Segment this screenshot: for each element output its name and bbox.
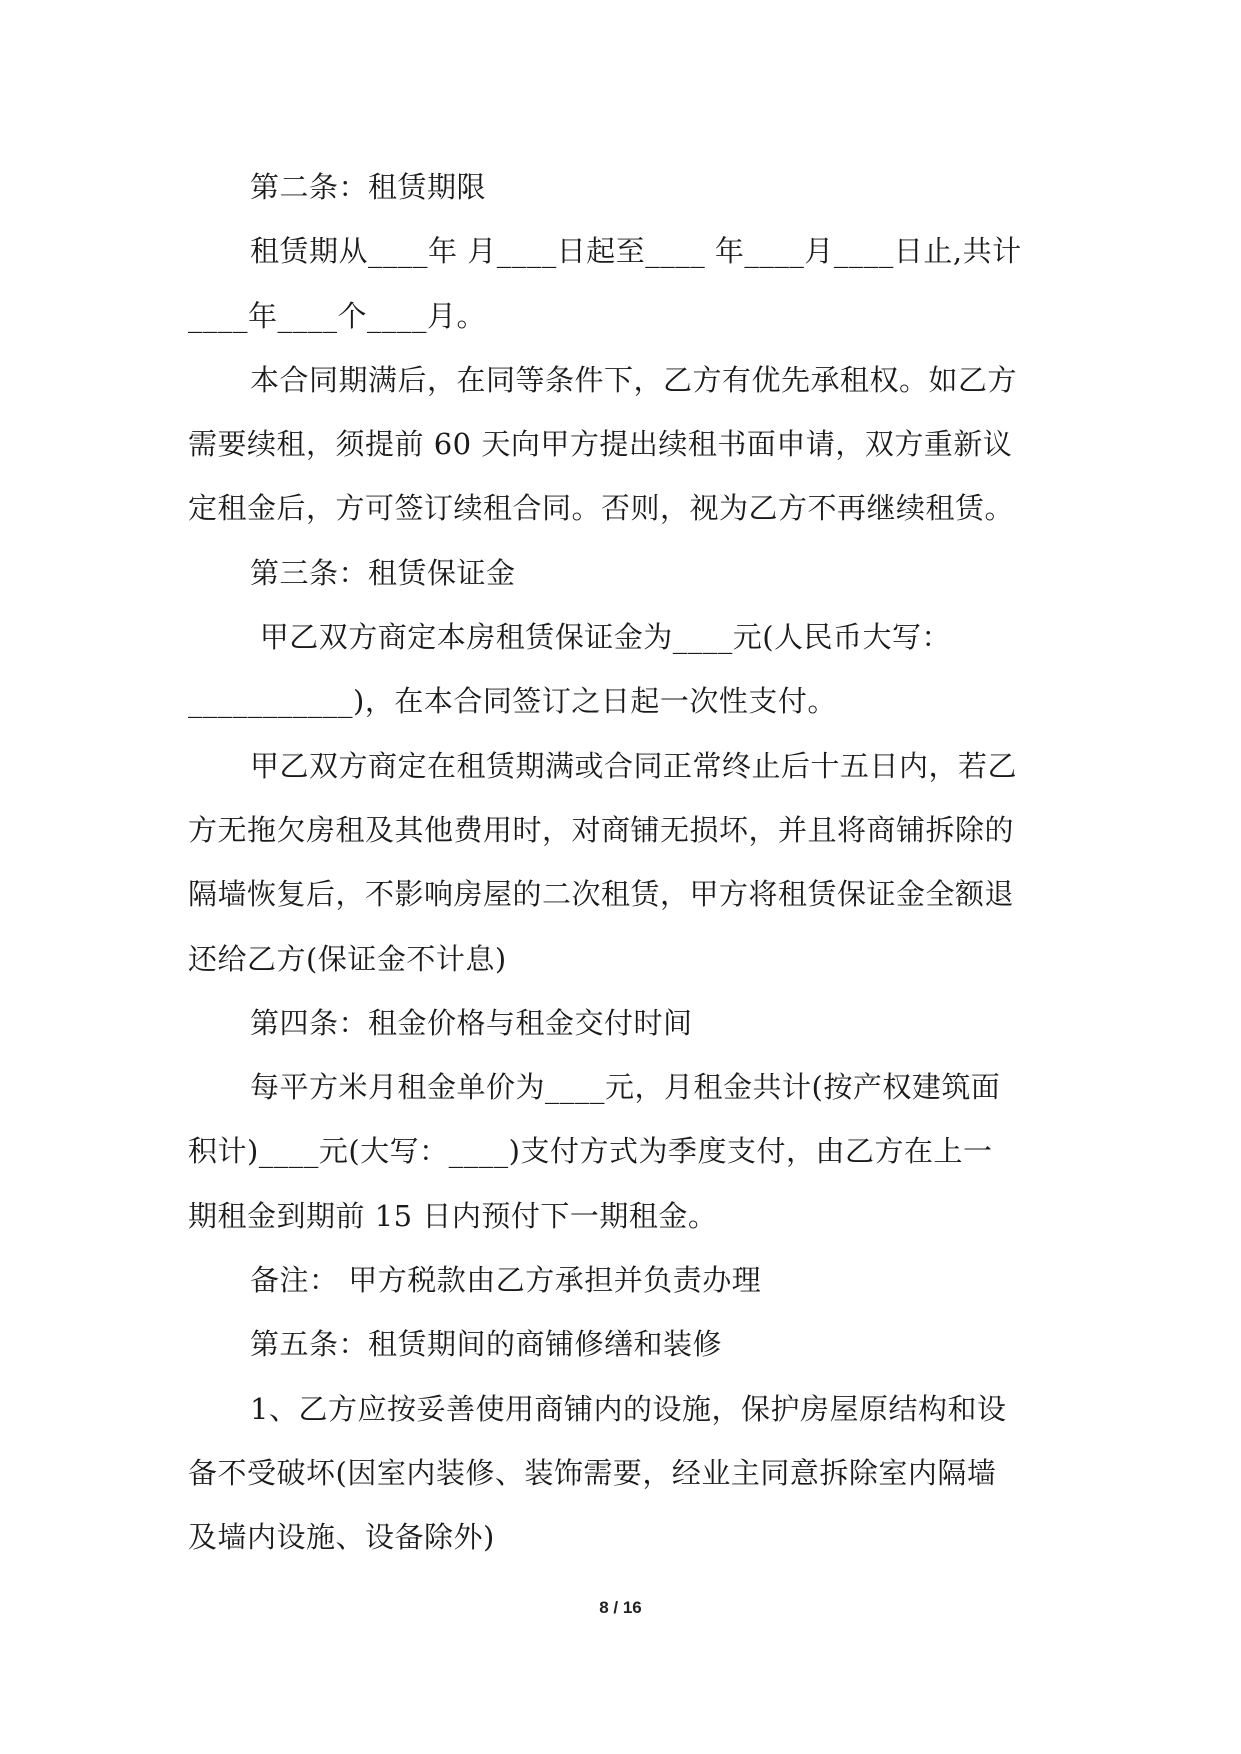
paragraph-line: 定租金后，方可签订续租合同。否则，视为乙方不再继续租赁。 [188, 491, 1015, 526]
article-4-heading: 第四条：租金价格与租金交付时间 [250, 1005, 693, 1040]
paragraph-line: ___________)，在本合同签订之日起一次性支付。 [188, 684, 837, 719]
paragraph-line: 期租金到期前 15 日内预付下一期租金。 [188, 1198, 718, 1233]
document-body [188, 155, 1058, 1570]
paragraph-line: 每平方米月租金单价为____元，月租金共计(按产权建筑面 [250, 1070, 1001, 1105]
paragraph-line: 需要续租，须提前 60 天向甲方提出续租书面申请，双方重新议 [188, 427, 1013, 462]
paragraph-line: 还给乙方(保证金不计息) [188, 941, 507, 976]
paragraph-line: 积计)____元(大写：____)支付方式为季度支付，由乙方在上一 [188, 1134, 993, 1169]
paragraph-line: 租赁期从____年 月____日起至____ 年____月____日止,共计 [250, 234, 1022, 269]
paragraph-line: 方无拖欠房租及其他费用时，对商铺无损坏，并且将商铺拆除的 [188, 812, 1015, 847]
remark-line: 备注： 甲方税款由乙方承担并负责办理 [250, 1263, 762, 1298]
article-3-heading: 第三条：租赁保证金 [250, 555, 516, 590]
paragraph-line: 本合同期满后，在同等条件下，乙方有优先承租权。如乙方 [250, 362, 1018, 397]
article-5-heading: 第五条：租赁期间的商铺修缮和装修 [250, 1327, 723, 1362]
paragraph-line: 甲乙双方商定在租赁期满或合同正常终止后十五日内，若乙 [250, 748, 1018, 783]
article-2-heading: 第二条：租赁期限 [250, 170, 487, 204]
paragraph-line: 备不受破坏(因室内装修、装饰需要，经业主同意拆除室内隔墙 [188, 1455, 997, 1490]
paragraph-line: 1、乙方应按妥善使用商铺内的设施，保护房屋原结构和设 [250, 1391, 1007, 1426]
paragraph-line: 甲乙双方商定本房租赁保证金为____元(人民币大写： [250, 620, 952, 655]
paragraph-line: 隔墙恢复后，不影响房屋的二次租赁，甲方将租赁保证金全额退 [188, 877, 1015, 912]
paragraph-line: 及墙内设施、设备除外) [188, 1520, 495, 1555]
paragraph-line: ____年____个____月。 [188, 298, 487, 333]
page-number: 8 / 16 [599, 1598, 642, 1617]
